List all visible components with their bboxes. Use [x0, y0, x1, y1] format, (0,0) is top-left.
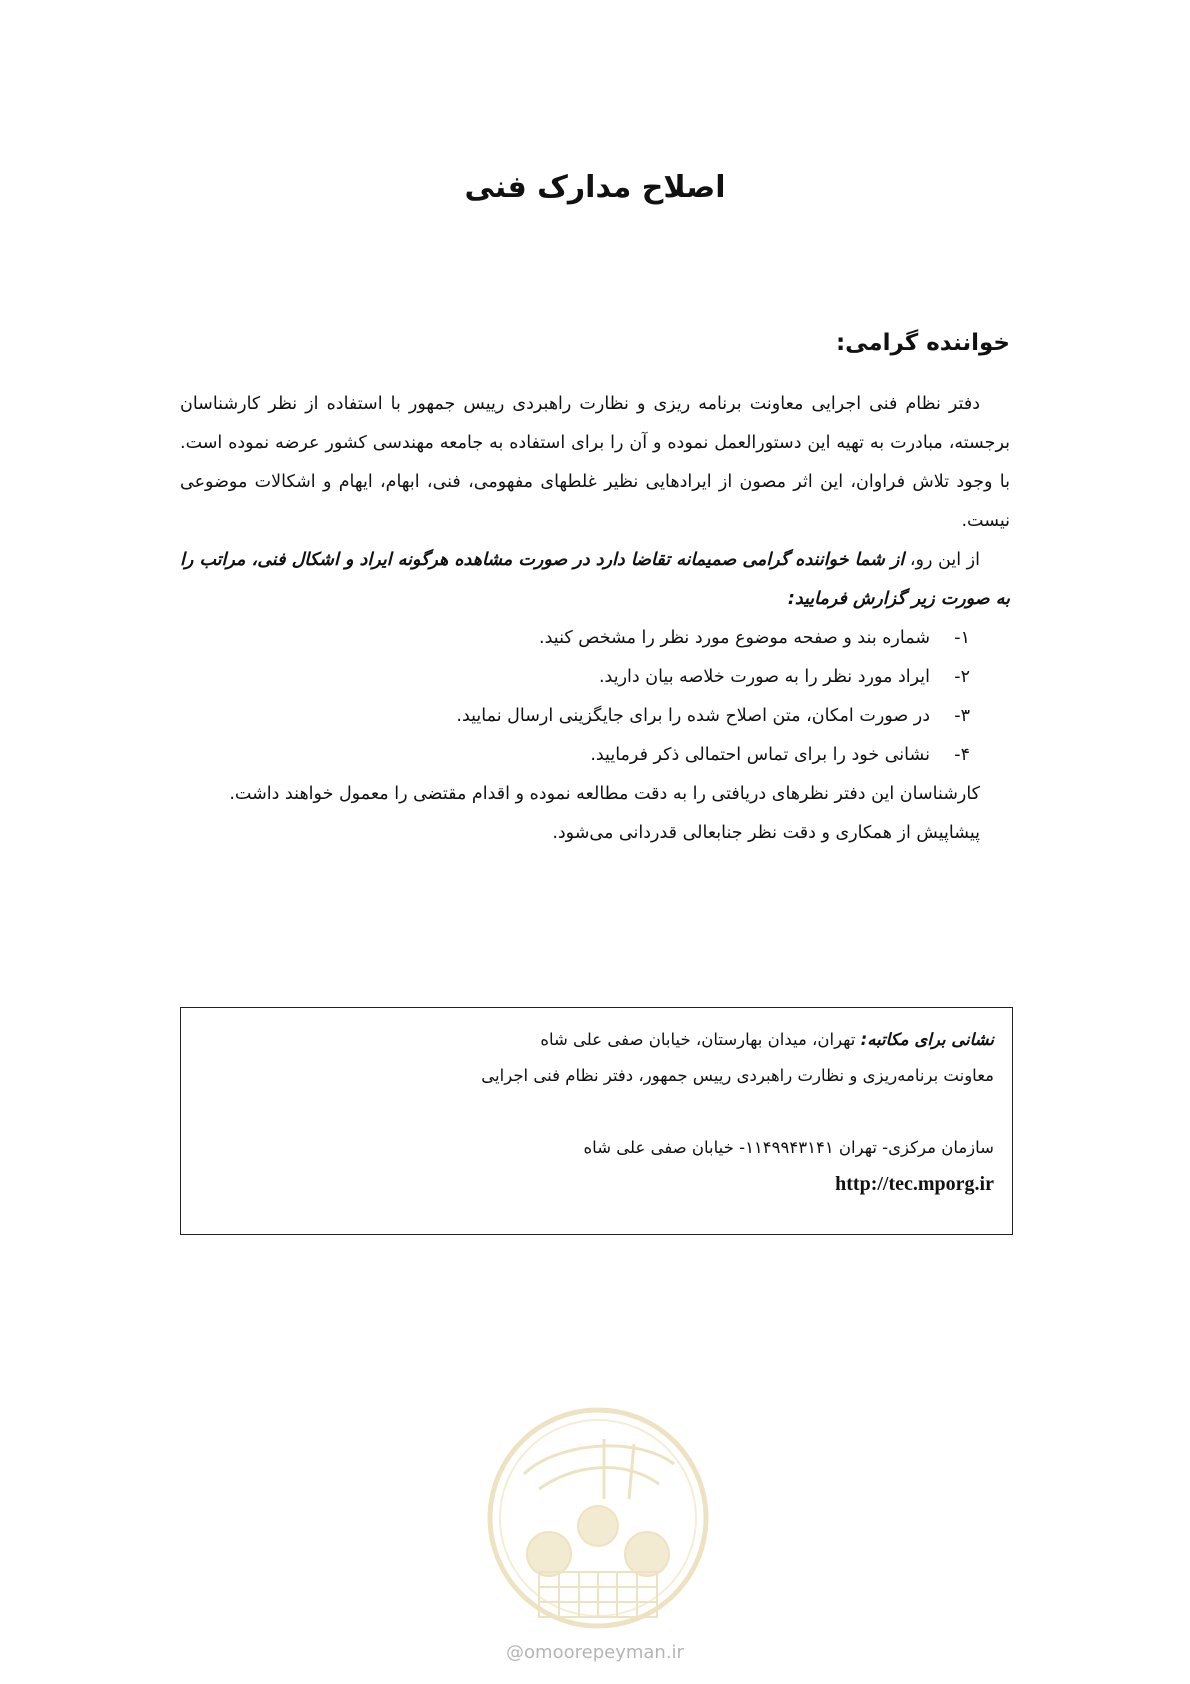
contact-label: نشانی برای مکاتبه: — [860, 1030, 994, 1049]
contact-address-line — [199, 1022, 994, 1058]
watermark-logo-icon — [484, 1404, 712, 1632]
list-item-text: نشانی خود را برای تماس احتمالی ذکر فرمایید. — [590, 745, 930, 765]
list-item-number: ۴- — [954, 745, 970, 765]
list-item-number: ۲- — [954, 667, 970, 687]
closing-review-note: کارشناسان این دفتر نظرهای دریافتی را به دقت مطالعه نموده و اقدام مقتضی را معمول خواهند داشت. — [229, 784, 980, 804]
contact-url-link[interactable]: http://tec.mporg.ir — [835, 1173, 994, 1195]
body-text — [180, 385, 1010, 853]
closing-thanks: پیشاپیش از همکاری و دقت نظر جنابعالی قدردانی می‌شود. — [552, 823, 980, 843]
request-paragraph — [180, 541, 1010, 619]
list-item — [180, 658, 970, 697]
spacer — [199, 1094, 994, 1130]
list-item-number: ۳- — [954, 706, 970, 726]
contact-central-office: سازمان مرکزی- تهران ۱۱۴۹۹۴۳۱۴۱- خیابان صفی علی شاه — [583, 1138, 994, 1157]
list-item-text: ایراد مورد نظر را به صورت خلاصه بیان دارید. — [598, 667, 930, 687]
contact-box — [180, 1007, 1013, 1235]
intro-paragraph: دفتر نظام فنی اجرایی معاونت برنامه ریزی و نظارت راهبردی رییس جمهور با استفاده از نظر کارشناسان برجسته، مبادرت به تهیه این دستورالعمل نموده و آن را برای استفاده به جامعه مهندسی کشور عرضه نموده است. با وجود تلاش فراوان، این اثر مصون از ایرادهایی نظیر غلطهای مفهومی، فنی، ابهام، ایهام و اشکالات موضوعی نیست. — [180, 394, 1010, 531]
list-item — [180, 697, 970, 736]
contact-address: تهران، میدان بهارستان، خیابان صفی علی شاه — [540, 1030, 861, 1049]
contact-office: معاونت برنامه‌ریزی و نظارت راهبردی رییس جمهور، دفتر نظام فنی اجرایی — [481, 1066, 994, 1085]
watermark-caption: @omoorepeyman.ir — [506, 1642, 684, 1663]
request-lead: از این رو، — [904, 550, 980, 570]
page-title: اصلاح مدارک فنی — [464, 170, 726, 205]
request-list — [180, 619, 1010, 775]
list-item-text: شماره بند و صفحه موضوع مورد نظر را مشخص کنید. — [539, 628, 930, 648]
salutation-heading: خواننده گرامی: — [835, 330, 1010, 356]
list-item-text: در صورت امکان، متن اصلاح شده را برای جایگزینی ارسال نمایید. — [456, 706, 930, 726]
list-item — [180, 736, 970, 775]
list-item — [180, 619, 970, 658]
request-emphasis: از شما خواننده گرامی صمیمانه تقاضا دارد در صورت مشاهده هرگونه ایراد و اشکال فنی، مراتب را به صورت زیر گزارش فرمایید: — [180, 550, 1010, 609]
list-item-number: ۱- — [954, 628, 970, 648]
